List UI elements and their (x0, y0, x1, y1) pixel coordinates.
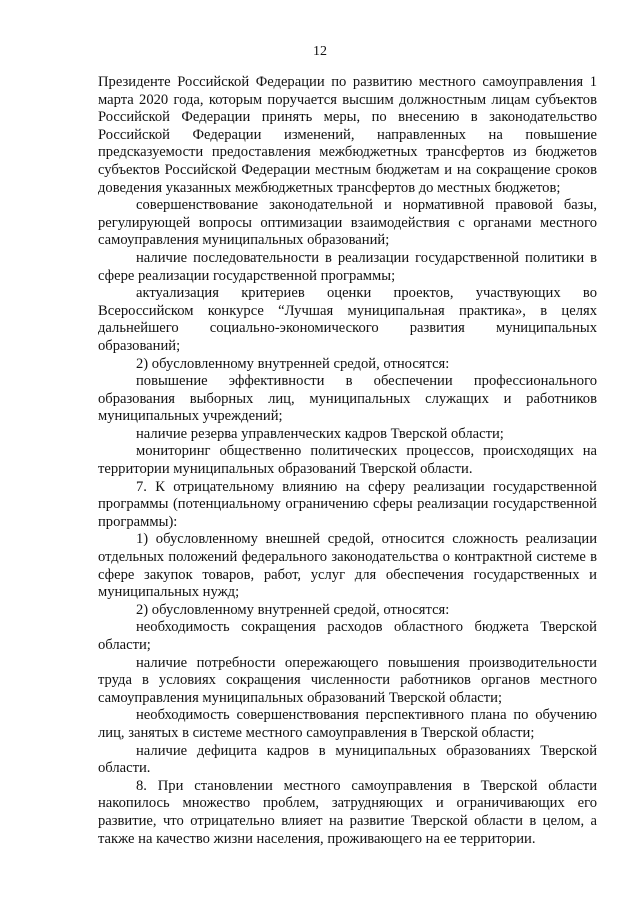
paragraph: наличие последовательности в реализации государственной политики в сфере реализации государственной программы; (98, 249, 597, 284)
paragraph: наличие потребности опережающего повышения производительности труда в условиях сокращения численности работников органов местного самоуправления муниципальных образований Тверской области; (98, 654, 597, 706)
paragraph: актуализация критериев оценки проектов, участвующих во Всероссийском конкурсе “Лучшая муниципальная практика», в целях дальнейшего социально-экономического развития муниципальных образований; (98, 285, 597, 354)
paragraph: 2) обусловленному внутренней средой, относятся: (136, 355, 450, 372)
paragraph: мониторинг общественно политических процессов, происходящих на территории муниципальных образований Тверской области. (98, 443, 597, 478)
paragraph: 1) обусловленному внешней средой, относится сложность реализации отдельных положений федерального законодательства о контрактной системе в сфере закупок товаров, работ, услуг для обеспечения государственных и муниципальных нужд; (98, 531, 597, 601)
paragraph: 8. При становлении местного самоуправления в Тверской области накопилось множество проблем, затрудняющих и ограничивающих его развитие, что отрицательно влияет на развитие Тверской области в целом, а также на качество жизни населения, проживающего на ее территории. (98, 777, 597, 847)
paragraph: необходимость сокращения расходов областного бюджета Тверской области; (98, 619, 597, 653)
document-body (98, 74, 597, 848)
page-number: 12 (313, 44, 327, 59)
paragraph: совершенствование законодательной и нормативной правовой базы, регулирующей вопросы оптимизации взаимодействия с органами местного самоуправления муниципальных образований; (98, 197, 597, 249)
paragraph: наличие резерва управленческих кадров Тверской области; (136, 425, 504, 442)
paragraph: необходимость совершенствования перспективного плана по обучению лиц, занятых в системе местного самоуправления в Тверской области; (98, 707, 597, 741)
paragraph: 2) обусловленному внутренней средой, относятся: (136, 601, 450, 618)
paragraph: наличие дефицита кадров в муниципальных образованиях Тверской области. (98, 742, 597, 777)
paragraph: повышение эффективности в обеспечении профессионального образования выборных лиц, муниципальных служащих и работников муниципальных учреждений; (98, 373, 597, 425)
paragraph: 7. К отрицательному влиянию на сферу реализации государственной программы (потенциальному ограничению сферы реализации государственной программы): (98, 478, 597, 530)
paragraph-continuation: Президенте Российской Федерации по развитию местного самоуправления 1 марта 2020 года, которым поручается высшим должностным лицам субъектов Российской Федерации принять меры, по внесению в законодательство Российской Федерации изменений, направленных на повышение предсказуемости предоставления межбюджетных трансфертов из бюджетов субъектов Российской Федерации местным бюджетам и на сокращение сроков доведения указанных межбюджетных трансфертов до местных бюджетов; (98, 74, 597, 196)
